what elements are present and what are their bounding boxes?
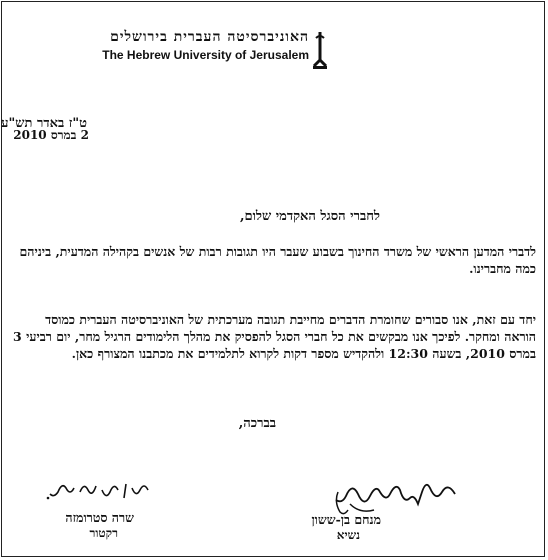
hebrew-date: ט"ז באדר תש"ע: [1, 116, 87, 131]
letter-page: [1, 1, 545, 557]
paragraph-1: לדברי המדען הראשי של משרד החינוך בשבוע שעבר היו תגובות רבות של אנשים בקהילה המדעית, ביניהם כמה מחברינו.: [19, 244, 536, 276]
university-logo: [312, 30, 328, 70]
rector-name: שרה סטרומזה: [65, 510, 134, 525]
president-title-label: נשיא: [336, 528, 360, 542]
university-name-hebrew: האוניברסיטה העברית בירושלים: [110, 29, 309, 45]
signature-rector: [44, 476, 154, 506]
rector-title: רקטור: [89, 526, 118, 540]
gregorian-date: 2 במרס 2010: [13, 128, 89, 142]
president-name: מנחם בן-ששון: [311, 512, 381, 527]
university-name-english: The Hebrew University of Jerusalem: [102, 48, 309, 62]
closing: בברכה,: [238, 416, 276, 431]
greeting: לחברי הסגל האקדמי שלום,: [239, 209, 380, 224]
paragraph-2: יחד עם זאת, אנו סבורים שחומרת הדברים מחייבת תגובה מערכתית של האוניברסיטה העברית כמוסד הוראה ומחקר. לפיכך אנו מבקשים את כל חברי הסגל להפסיק את מהלך הלימודים הרגיל מחר, יום רביעי 3 במרס 2010, בשעה 12:30 ולהקדיש מספר דקות לקרוא לתלמידים את מכתבנו המצורף כאן.: [13, 312, 536, 361]
